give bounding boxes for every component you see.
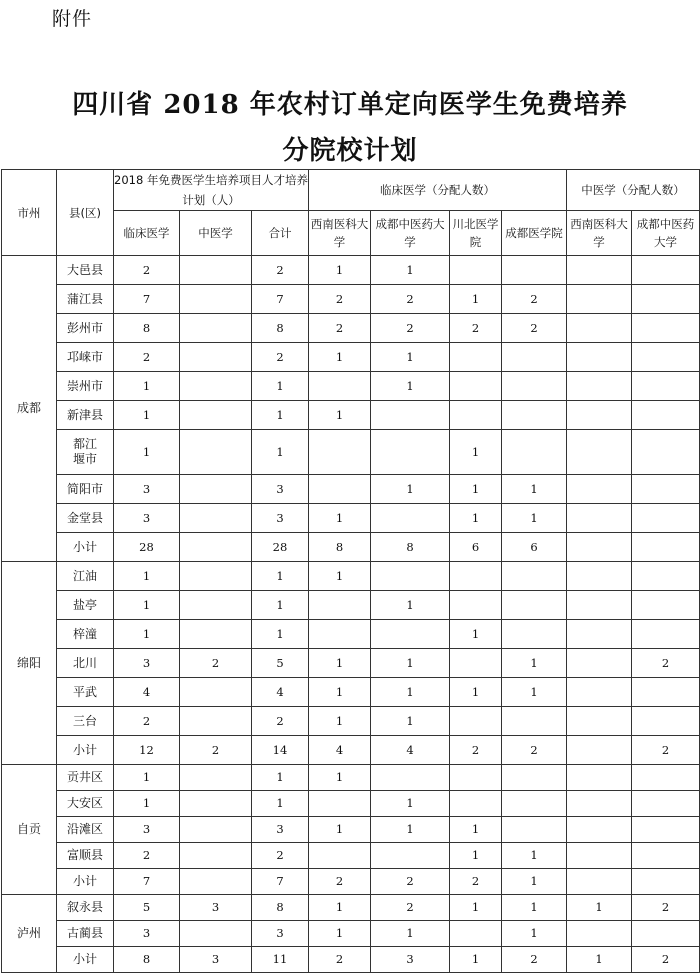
county-cell: 叙永县 — [57, 895, 114, 921]
county-cell: 梓潼 — [57, 620, 114, 649]
clinical-nsmc-cell: 2 — [450, 869, 502, 895]
tcm-swmu-cell — [567, 649, 632, 678]
plan-total-cell: 1 — [252, 401, 309, 430]
plan-total-cell: 2 — [252, 843, 309, 869]
plan-clinical-cell: 1 — [114, 372, 180, 401]
clinical-swmu-cell: 4 — [309, 736, 371, 765]
plan-total-cell: 7 — [252, 285, 309, 314]
clinical-cdutcm-cell: 1 — [371, 475, 450, 504]
clinical-swmu-cell — [309, 843, 371, 869]
clinical-cdutcm-cell — [371, 504, 450, 533]
header-clinical-group: 临床医学（分配人数） — [309, 170, 567, 211]
clinical-cdmc-cell: 2 — [502, 285, 567, 314]
clinical-swmu-cell: 2 — [309, 314, 371, 343]
tcm-cdutcm-cell — [632, 817, 700, 843]
table-row — [2, 895, 700, 921]
tcm-swmu-cell: 1 — [567, 895, 632, 921]
clinical-nsmc-cell: 1 — [450, 430, 502, 475]
clinical-cdmc-cell — [502, 562, 567, 591]
tcm-cdutcm-cell — [632, 791, 700, 817]
plan-tcm-cell — [180, 504, 252, 533]
header-county: 县(区) — [57, 170, 114, 256]
clinical-cdutcm-cell: 1 — [371, 343, 450, 372]
plan-tcm-cell — [180, 343, 252, 372]
subtotal-row — [2, 736, 700, 765]
clinical-swmu-cell: 1 — [309, 895, 371, 921]
header-tcm-cdutcm: 成都中医药大学 — [632, 211, 700, 256]
plan-clinical-cell: 28 — [114, 533, 180, 562]
plan-clinical-cell: 8 — [114, 947, 180, 973]
clinical-cdmc-cell: 1 — [502, 504, 567, 533]
county-cell: 江油 — [57, 562, 114, 591]
clinical-nsmc-cell: 6 — [450, 533, 502, 562]
table-row — [2, 256, 700, 285]
plan-total-cell: 3 — [252, 475, 309, 504]
table-row — [2, 791, 700, 817]
clinical-cdmc-cell — [502, 591, 567, 620]
plan-clinical-cell: 4 — [114, 678, 180, 707]
clinical-cdutcm-cell: 8 — [371, 533, 450, 562]
tcm-cdutcm-cell: 2 — [632, 895, 700, 921]
clinical-swmu-cell: 1 — [309, 817, 371, 843]
clinical-swmu-cell — [309, 372, 371, 401]
plan-total-cell: 1 — [252, 591, 309, 620]
clinical-cdmc-cell: 2 — [502, 314, 567, 343]
table-body — [2, 256, 700, 973]
clinical-nsmc-cell: 1 — [450, 678, 502, 707]
county-cell: 小计 — [57, 869, 114, 895]
header-row-1 — [2, 170, 700, 211]
tcm-swmu-cell — [567, 791, 632, 817]
clinical-cdmc-cell: 2 — [502, 736, 567, 765]
table-row — [2, 620, 700, 649]
clinical-swmu-cell: 1 — [309, 504, 371, 533]
table-row — [2, 314, 700, 343]
plan-total-cell: 1 — [252, 791, 309, 817]
county-cell: 简阳市 — [57, 475, 114, 504]
header-clinical-cdutcm: 成都中医药大学 — [371, 211, 450, 256]
plan-tcm-cell — [180, 707, 252, 736]
county-cell: 盐亭 — [57, 591, 114, 620]
plan-total-cell: 2 — [252, 256, 309, 285]
header-clinical-swmu: 西南医科大学 — [309, 211, 371, 256]
clinical-nsmc-cell: 1 — [450, 843, 502, 869]
plan-tcm-cell — [180, 562, 252, 591]
table-row — [2, 591, 700, 620]
table-row — [2, 843, 700, 869]
plan-tcm-cell — [180, 256, 252, 285]
tcm-cdutcm-cell: 2 — [632, 649, 700, 678]
county-cell: 都江堰市 — [57, 430, 114, 475]
tcm-cdutcm-cell — [632, 285, 700, 314]
county-cell: 新津县 — [57, 401, 114, 430]
clinical-nsmc-cell — [450, 707, 502, 736]
plan-total-cell: 3 — [252, 817, 309, 843]
city-cell: 泸州 — [2, 895, 57, 973]
clinical-swmu-cell: 1 — [309, 256, 371, 285]
plan-clinical-cell: 7 — [114, 285, 180, 314]
plan-tcm-cell — [180, 765, 252, 791]
clinical-cdutcm-cell — [371, 843, 450, 869]
clinical-nsmc-cell: 1 — [450, 895, 502, 921]
tcm-cdutcm-cell — [632, 314, 700, 343]
table-row — [2, 401, 700, 430]
plan-total-cell: 3 — [252, 921, 309, 947]
plan-clinical-cell: 1 — [114, 591, 180, 620]
clinical-swmu-cell: 1 — [309, 401, 371, 430]
clinical-swmu-cell: 1 — [309, 921, 371, 947]
clinical-cdutcm-cell — [371, 430, 450, 475]
table-row — [2, 285, 700, 314]
plan-clinical-cell: 3 — [114, 817, 180, 843]
clinical-swmu-cell: 2 — [309, 947, 371, 973]
plan-tcm-cell — [180, 314, 252, 343]
tcm-cdutcm-cell — [632, 562, 700, 591]
table-row — [2, 649, 700, 678]
county-cell: 小计 — [57, 533, 114, 562]
plan-total-cell: 3 — [252, 504, 309, 533]
tcm-cdutcm-cell — [632, 843, 700, 869]
attachment-label: 附件 — [52, 8, 93, 30]
clinical-cdmc-cell — [502, 817, 567, 843]
county-cell: 崇州市 — [57, 372, 114, 401]
county-cell: 三台 — [57, 707, 114, 736]
plan-tcm-cell — [180, 791, 252, 817]
clinical-nsmc-cell — [450, 591, 502, 620]
county-cell: 古蔺县 — [57, 921, 114, 947]
county-cell: 贡井区 — [57, 765, 114, 791]
tcm-cdutcm-cell — [632, 504, 700, 533]
tcm-cdutcm-cell — [632, 620, 700, 649]
clinical-swmu-cell: 1 — [309, 707, 371, 736]
clinical-nsmc-cell: 2 — [450, 736, 502, 765]
tcm-cdutcm-cell — [632, 343, 700, 372]
clinical-cdutcm-cell — [371, 620, 450, 649]
allocation-table — [1, 169, 700, 973]
plan-clinical-cell: 5 — [114, 895, 180, 921]
subtotal-row — [2, 533, 700, 562]
header-plan-total: 合计 — [252, 211, 309, 256]
tcm-swmu-cell — [567, 591, 632, 620]
clinical-cdmc-cell — [502, 256, 567, 285]
plan-tcm-cell — [180, 533, 252, 562]
plan-clinical-cell: 2 — [114, 843, 180, 869]
city-cell: 自贡 — [2, 765, 57, 895]
header-city: 市州 — [2, 170, 57, 256]
tcm-swmu-cell — [567, 921, 632, 947]
clinical-cdutcm-cell — [371, 562, 450, 591]
plan-clinical-cell: 3 — [114, 921, 180, 947]
clinical-cdutcm-cell: 1 — [371, 678, 450, 707]
clinical-cdmc-cell: 1 — [502, 475, 567, 504]
tcm-swmu-cell — [567, 430, 632, 475]
clinical-cdmc-cell: 2 — [502, 947, 567, 973]
plan-total-cell: 1 — [252, 765, 309, 791]
tcm-swmu-cell — [567, 343, 632, 372]
tcm-swmu-cell: 1 — [567, 947, 632, 973]
clinical-nsmc-cell: 2 — [450, 314, 502, 343]
clinical-swmu-cell — [309, 475, 371, 504]
clinical-cdmc-cell: 1 — [502, 921, 567, 947]
plan-tcm-cell — [180, 817, 252, 843]
tcm-swmu-cell — [567, 372, 632, 401]
page-title-line2: 分院校计划 — [282, 136, 418, 166]
tcm-cdutcm-cell: 2 — [632, 947, 700, 973]
table-row — [2, 372, 700, 401]
plan-clinical-cell: 2 — [114, 343, 180, 372]
table-row — [2, 707, 700, 736]
table-row — [2, 504, 700, 533]
plan-total-cell: 14 — [252, 736, 309, 765]
plan-clinical-cell: 1 — [114, 620, 180, 649]
plan-tcm-cell: 2 — [180, 649, 252, 678]
header-clinical-cdmc: 成都医学院 — [502, 211, 567, 256]
header-tcm-group: 中医学（分配人数） — [567, 170, 700, 211]
tcm-cdutcm-cell: 2 — [632, 736, 700, 765]
clinical-nsmc-cell — [450, 256, 502, 285]
clinical-cdmc-cell — [502, 430, 567, 475]
plan-clinical-cell: 12 — [114, 736, 180, 765]
city-cell: 成都 — [2, 256, 57, 562]
header-tcm-swmu: 西南医科大学 — [567, 211, 632, 256]
table-row — [2, 921, 700, 947]
plan-total-cell: 1 — [252, 562, 309, 591]
tcm-swmu-cell — [567, 620, 632, 649]
clinical-nsmc-cell — [450, 649, 502, 678]
clinical-swmu-cell — [309, 591, 371, 620]
clinical-cdutcm-cell: 1 — [371, 817, 450, 843]
county-cell: 彭州市 — [57, 314, 114, 343]
clinical-swmu-cell — [309, 620, 371, 649]
tcm-cdutcm-cell — [632, 707, 700, 736]
plan-total-cell: 2 — [252, 707, 309, 736]
tcm-swmu-cell — [567, 533, 632, 562]
county-cell: 蒲江县 — [57, 285, 114, 314]
plan-total-cell: 1 — [252, 620, 309, 649]
clinical-cdmc-cell — [502, 343, 567, 372]
plan-tcm-cell — [180, 401, 252, 430]
clinical-cdmc-cell: 1 — [502, 843, 567, 869]
plan-clinical-cell: 1 — [114, 430, 180, 475]
clinical-cdmc-cell: 1 — [502, 678, 567, 707]
plan-total-cell: 1 — [252, 430, 309, 475]
clinical-cdmc-cell: 6 — [502, 533, 567, 562]
clinical-cdutcm-cell: 1 — [371, 591, 450, 620]
clinical-nsmc-cell — [450, 921, 502, 947]
plan-total-cell: 2 — [252, 343, 309, 372]
clinical-cdmc-cell: 1 — [502, 895, 567, 921]
table-row — [2, 817, 700, 843]
plan-clinical-cell: 1 — [114, 765, 180, 791]
tcm-cdutcm-cell — [632, 256, 700, 285]
clinical-cdutcm-cell: 2 — [371, 869, 450, 895]
county-cell: 大安区 — [57, 791, 114, 817]
plan-total-cell: 4 — [252, 678, 309, 707]
plan-tcm-cell — [180, 843, 252, 869]
plan-tcm-cell — [180, 475, 252, 504]
clinical-swmu-cell — [309, 430, 371, 475]
clinical-cdutcm-cell — [371, 401, 450, 430]
plan-tcm-cell — [180, 285, 252, 314]
clinical-swmu-cell: 1 — [309, 343, 371, 372]
clinical-cdutcm-cell: 1 — [371, 372, 450, 401]
plan-total-cell: 1 — [252, 372, 309, 401]
table-row — [2, 475, 700, 504]
clinical-cdmc-cell: 1 — [502, 649, 567, 678]
header-plan-tcm: 中医学 — [180, 211, 252, 256]
clinical-cdutcm-cell: 4 — [371, 736, 450, 765]
tcm-swmu-cell — [567, 504, 632, 533]
plan-total-cell: 8 — [252, 314, 309, 343]
clinical-cdutcm-cell: 3 — [371, 947, 450, 973]
clinical-cdutcm-cell: 1 — [371, 707, 450, 736]
tcm-swmu-cell — [567, 707, 632, 736]
tcm-swmu-cell — [567, 736, 632, 765]
plan-total-cell: 28 — [252, 533, 309, 562]
county-cell: 金堂县 — [57, 504, 114, 533]
clinical-nsmc-cell — [450, 372, 502, 401]
tcm-swmu-cell — [567, 285, 632, 314]
clinical-cdutcm-cell: 1 — [371, 649, 450, 678]
clinical-swmu-cell: 1 — [309, 765, 371, 791]
clinical-cdmc-cell: 1 — [502, 869, 567, 895]
clinical-cdmc-cell — [502, 765, 567, 791]
clinical-nsmc-cell — [450, 562, 502, 591]
clinical-nsmc-cell — [450, 401, 502, 430]
plan-clinical-cell: 1 — [114, 401, 180, 430]
plan-clinical-cell: 2 — [114, 707, 180, 736]
clinical-cdmc-cell — [502, 401, 567, 430]
plan-tcm-cell: 3 — [180, 895, 252, 921]
tcm-swmu-cell — [567, 817, 632, 843]
clinical-cdutcm-cell — [371, 765, 450, 791]
clinical-nsmc-cell: 1 — [450, 947, 502, 973]
clinical-swmu-cell: 2 — [309, 285, 371, 314]
tcm-swmu-cell — [567, 314, 632, 343]
tcm-cdutcm-cell — [632, 591, 700, 620]
subtotal-row — [2, 947, 700, 973]
tcm-swmu-cell — [567, 401, 632, 430]
table-row — [2, 343, 700, 372]
tcm-swmu-cell — [567, 256, 632, 285]
table-row — [2, 765, 700, 791]
plan-tcm-cell — [180, 620, 252, 649]
county-cell: 北川 — [57, 649, 114, 678]
plan-tcm-cell — [180, 372, 252, 401]
plan-total-cell: 8 — [252, 895, 309, 921]
tcm-cdutcm-cell — [632, 765, 700, 791]
table-row — [2, 562, 700, 591]
plan-clinical-cell: 8 — [114, 314, 180, 343]
plan-tcm-cell — [180, 921, 252, 947]
tcm-cdutcm-cell — [632, 533, 700, 562]
plan-clinical-cell: 1 — [114, 562, 180, 591]
city-cell: 绵阳 — [2, 562, 57, 765]
plan-tcm-cell — [180, 591, 252, 620]
clinical-cdmc-cell — [502, 620, 567, 649]
plan-clinical-cell: 3 — [114, 475, 180, 504]
clinical-nsmc-cell — [450, 343, 502, 372]
tcm-cdutcm-cell — [632, 372, 700, 401]
clinical-cdutcm-cell: 2 — [371, 314, 450, 343]
plan-clinical-cell: 7 — [114, 869, 180, 895]
county-cell: 沿滩区 — [57, 817, 114, 843]
header-plan-clinical: 临床医学 — [114, 211, 180, 256]
plan-clinical-cell: 3 — [114, 649, 180, 678]
plan-tcm-cell — [180, 430, 252, 475]
clinical-cdutcm-cell: 1 — [371, 921, 450, 947]
county-cell: 大邑县 — [57, 256, 114, 285]
table-row — [2, 678, 700, 707]
plan-total-cell: 5 — [252, 649, 309, 678]
tcm-cdutcm-cell — [632, 869, 700, 895]
tcm-cdutcm-cell — [632, 430, 700, 475]
header-plan-group: 2018 年免费医学生培养项目人才培养计划（人） — [114, 170, 309, 211]
clinical-swmu-cell: 1 — [309, 562, 371, 591]
tcm-swmu-cell — [567, 475, 632, 504]
clinical-swmu-cell: 8 — [309, 533, 371, 562]
clinical-cdutcm-cell: 1 — [371, 791, 450, 817]
clinical-nsmc-cell — [450, 765, 502, 791]
plan-clinical-cell: 1 — [114, 791, 180, 817]
clinical-nsmc-cell — [450, 791, 502, 817]
plan-tcm-cell — [180, 869, 252, 895]
page-title-line1: 四川省 2018 年农村订单定向医学生免费培养 — [72, 90, 628, 120]
tcm-cdutcm-cell — [632, 475, 700, 504]
clinical-cdmc-cell — [502, 707, 567, 736]
clinical-cdutcm-cell: 1 — [371, 256, 450, 285]
county-cell: 小计 — [57, 947, 114, 973]
tcm-swmu-cell — [567, 869, 632, 895]
tcm-swmu-cell — [567, 562, 632, 591]
clinical-cdmc-cell — [502, 791, 567, 817]
clinical-cdutcm-cell: 2 — [371, 895, 450, 921]
tcm-swmu-cell — [567, 843, 632, 869]
clinical-cdutcm-cell: 2 — [371, 285, 450, 314]
clinical-nsmc-cell: 1 — [450, 817, 502, 843]
plan-total-cell: 7 — [252, 869, 309, 895]
clinical-nsmc-cell: 1 — [450, 285, 502, 314]
clinical-nsmc-cell: 1 — [450, 475, 502, 504]
plan-tcm-cell: 3 — [180, 947, 252, 973]
county-cell: 富顺县 — [57, 843, 114, 869]
clinical-swmu-cell: 1 — [309, 649, 371, 678]
tcm-cdutcm-cell — [632, 921, 700, 947]
clinical-nsmc-cell: 1 — [450, 620, 502, 649]
county-cell: 小计 — [57, 736, 114, 765]
header-clinical-nsmc: 川北医学院 — [450, 211, 502, 256]
plan-clinical-cell: 2 — [114, 256, 180, 285]
table-row — [2, 430, 700, 475]
subtotal-row — [2, 869, 700, 895]
plan-tcm-cell — [180, 678, 252, 707]
plan-tcm-cell: 2 — [180, 736, 252, 765]
clinical-swmu-cell — [309, 791, 371, 817]
clinical-nsmc-cell: 1 — [450, 504, 502, 533]
county-cell: 邛崃市 — [57, 343, 114, 372]
tcm-swmu-cell — [567, 678, 632, 707]
plan-total-cell: 11 — [252, 947, 309, 973]
clinical-cdmc-cell — [502, 372, 567, 401]
plan-clinical-cell: 3 — [114, 504, 180, 533]
clinical-swmu-cell: 1 — [309, 678, 371, 707]
tcm-cdutcm-cell — [632, 678, 700, 707]
tcm-cdutcm-cell — [632, 401, 700, 430]
county-cell: 平武 — [57, 678, 114, 707]
tcm-swmu-cell — [567, 765, 632, 791]
clinical-swmu-cell: 2 — [309, 869, 371, 895]
